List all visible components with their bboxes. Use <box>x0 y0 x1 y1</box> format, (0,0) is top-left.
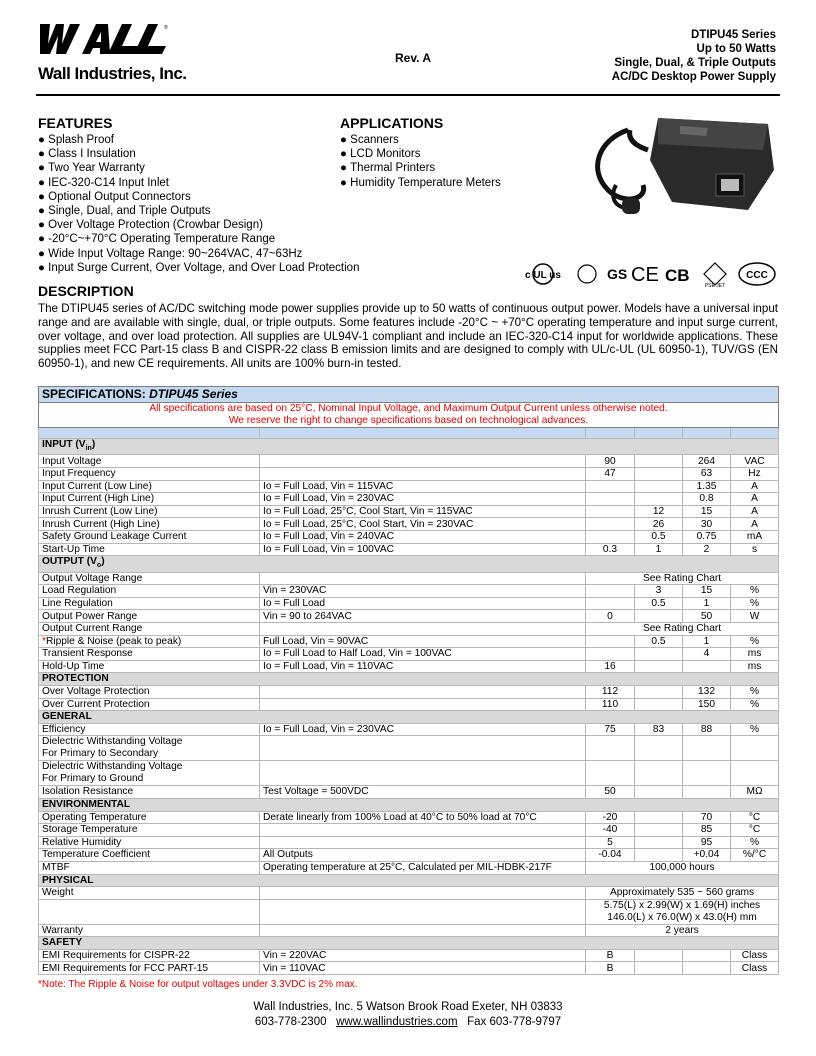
header-rule <box>36 94 780 96</box>
specifications-table <box>38 386 779 975</box>
table-row: Start-Up Time Io = Full Load, Vin = 100VAC 0.3 1 2 s <box>39 543 779 556</box>
table-row: Temperature Coefficient All Outputs -0.04 +0.04 %/°C <box>39 849 779 862</box>
table-row: Dielectric Withstanding Voltage For Primary to Ground <box>39 761 779 786</box>
output-types: Single, Dual, & Triple Outputs <box>614 57 776 69</box>
table-row: Line Regulation Io = Full Load 0.5 1 % <box>39 597 779 610</box>
product-category: AC/DC Desktop Power Supply <box>611 71 776 83</box>
table-row: Output Voltage Range See Rating Chart <box>39 572 779 585</box>
table-row: Weight Approximately 535 ~ 560 grams <box>39 887 779 900</box>
table-row: Over Voltage Protection 112 132 % <box>39 685 779 698</box>
applications-title: APPLICATIONS <box>340 115 444 131</box>
tuv-mark-icon <box>578 265 627 283</box>
footer-address: Wall Industries, Inc. 5 Watson Brook Road Exeter, NH 03833 <box>253 1001 563 1013</box>
table-row: Load Regulation Vin = 230VAC 3 15 % <box>39 585 779 598</box>
section-physical: PHYSICAL <box>39 874 779 887</box>
table-row: Transient Response Io = Full Load to Half Load, Vin = 100VAC 4 ms <box>39 648 779 661</box>
ul-mark-icon <box>525 264 561 284</box>
ripple-footnote: *Note: The Ripple & Noise for output voltages under 3.3VDC is 2% max. <box>38 979 358 990</box>
feature-item: ● Class I Insulation <box>38 147 398 161</box>
footer-contact <box>0 1015 816 1030</box>
table-row: 5.75(L) x 2.99(W) x 1.69(H) inches 146.0(L) x 76.0(W) x 43.0(H) mm <box>39 899 779 924</box>
table-row: Isolation Resistance Test Voltage = 500VDC 50 MΩ <box>39 786 779 799</box>
ccc-mark-icon <box>739 263 775 285</box>
company-name: Wall Industries, Inc. <box>38 64 187 83</box>
spec-note-2: We reserve the right to change specifications based on technological advances. <box>228 415 589 426</box>
feature-item: ● Optional Output Connectors <box>38 190 398 204</box>
table-row: Hold-Up Time Io = Full Load, Vin = 110VAC 16 ms <box>39 660 779 673</box>
cert-gs: GS <box>607 266 628 282</box>
feature-item: ● Two Year Warranty <box>38 161 398 175</box>
table-row: Input Voltage 90 264 VAC <box>39 455 779 468</box>
ripple-asterisk: * <box>42 635 46 647</box>
table-row: Relative Humidity 5 95 % <box>39 836 779 849</box>
section-safety: SAFETY <box>39 937 779 950</box>
power-rating: Up to 50 Watts <box>696 43 776 55</box>
cert-pse: PSE JET <box>704 283 726 288</box>
table-row: Dielectric Withstanding Voltage For Primary to Secondary <box>39 736 779 761</box>
revision-label: Rev. A <box>395 51 432 65</box>
section-general: GENERAL <box>39 711 779 724</box>
table-row: *Ripple & Noise (peak to peak) Full Load, Vin = 90VAC 0.5 1 % <box>39 635 779 648</box>
application-item: ● Humidity Temperature Meters <box>340 176 560 190</box>
cert-cb: CB <box>665 266 690 285</box>
table-row: Input Frequency 47 63 Hz <box>39 468 779 481</box>
description-section <box>38 283 778 371</box>
description-text: The DTIPU45 series of AC/DC switching mode power supplies provide up to 50 watts of continuous output power. Models have a universal input range and are available with single, dual, or triple outputs. Some features include -20°C ~ +70°C operating temperature and input surge current, over voltage, and over load protection. All supplies are UL94V-1 compliant and include an IEC-320-C14 input for worldwide applications. These supplies meet FCC Part-15 class B and CISPR-22 class B emission limits and are designed to comply with UL/c-UL (UL 60950-1), TUV/GS (EN 60950-1), and new CE requirements. All units are 100% burn-in tested. <box>38 302 778 371</box>
table-row: EMI Requirements for CISPR-22 Vin = 220VAC B Class <box>39 949 779 962</box>
feature-item: ● Wide Input Voltage Range: 90~264VAC, 47~63Hz <box>38 247 398 261</box>
table-row: Over Current Protection 110 150 % <box>39 698 779 711</box>
spec-title-series: DTIPU45 Series <box>149 386 238 401</box>
feature-item: ● Input Surge Current, Over Voltage, and Over Load Protection <box>38 261 398 275</box>
spec-note <box>39 403 779 428</box>
feature-item: ● Over Voltage Protection (Crowbar Design) <box>38 218 398 232</box>
table-row: EMI Requirements for FCC PART-15 Vin = 110VAC B Class <box>39 962 779 975</box>
spec-note-row <box>39 403 779 428</box>
spec-title <box>39 387 779 403</box>
feature-item: ● Splash Proof <box>38 133 398 147</box>
section-environmental: ENVIRONMENTAL <box>39 798 779 811</box>
page-footer <box>0 1000 816 1029</box>
description-title: DESCRIPTION <box>38 283 134 299</box>
footer-phone: 603-778-2300 <box>254 1015 327 1028</box>
table-row: Operating Temperature Derate linearly from 100% Load at 40°C to 50% load at 70°C -20 70 °C <box>39 811 779 824</box>
footer-website-link[interactable]: www.wallindustries.com <box>336 1015 458 1028</box>
spec-note-1: All specifications are based on 25°C, Nominal Input Voltage, and Maximum Output Current unless otherwise noted. <box>149 403 668 414</box>
power-supply-image <box>588 110 778 216</box>
applications-list <box>340 133 560 190</box>
footer-fax: Fax 603-778-9797 <box>467 1015 562 1028</box>
spec-column-header <box>39 428 779 439</box>
feature-item: ● -20°C~+70°C Operating Temperature Range <box>38 232 398 246</box>
section-output: OUTPUT $(V_o)$ <box>39 556 779 572</box>
section-protection: PROTECTION <box>39 673 779 686</box>
table-row: Inrush Current (High Line) Io = Full Load, 25°C, Cool Start, Vin = 230VAC 26 30 A <box>39 518 779 531</box>
table-row: Efficiency Io = Full Load, Vin = 230VAC 75 83 88 % <box>39 723 779 736</box>
feature-item: ● IEC-320-C14 Input Inlet <box>38 176 398 190</box>
svg-text:®: ® <box>164 25 168 31</box>
table-row: Inrush Current (Low Line) Io = Full Load, 25°C, Cool Start, Vin = 115VAC 12 15 A <box>39 505 779 518</box>
cert-ce: CE <box>631 264 659 286</box>
table-row: Input Current (High Line) Io = Full Load, Vin = 230VAC 0.8 A <box>39 493 779 506</box>
table-row: Warranty 2 years <box>39 924 779 937</box>
applications-section <box>340 115 560 190</box>
cert-ccc: CCC <box>746 270 768 281</box>
application-item: ● LCD Monitors <box>340 147 560 161</box>
table-row: Safety Ground Leakage Current Io = Full Load, Vin = 240VAC 0.5 0.75 mA <box>39 531 779 544</box>
spec-title-row <box>39 387 779 403</box>
features-title: FEATURES <box>38 115 113 131</box>
table-row: Storage Temperature -40 85 °C <box>39 824 779 837</box>
feature-item: ● Single, Dual, and Triple Outputs <box>38 204 398 218</box>
application-item: ● Thermal Printers <box>340 161 560 175</box>
spec-title-prefix: SPECIFICATIONS: <box>42 386 150 401</box>
wall-logo <box>38 22 168 56</box>
section-input: INPUT $(V_{in})$ <box>39 439 779 455</box>
product-title-block <box>612 28 776 84</box>
table-row: Output Power Range Vin = 90 to 264VAC 0 50 W <box>39 610 779 623</box>
cert-ul: c UL us <box>525 270 561 281</box>
table-row: MTBF Operating temperature at 25°C, Calculated per MIL-HDBK-217F 100,000 hours <box>39 861 779 874</box>
table-row: Input Current (Low Line) Io = Full Load, Vin = 115VAC 1.35 A <box>39 480 779 493</box>
series-name: DTIPU45 Series <box>690 29 776 41</box>
table-row: Output Current Range See Rating Chart <box>39 623 779 636</box>
application-item: ● Scanners <box>340 133 560 147</box>
